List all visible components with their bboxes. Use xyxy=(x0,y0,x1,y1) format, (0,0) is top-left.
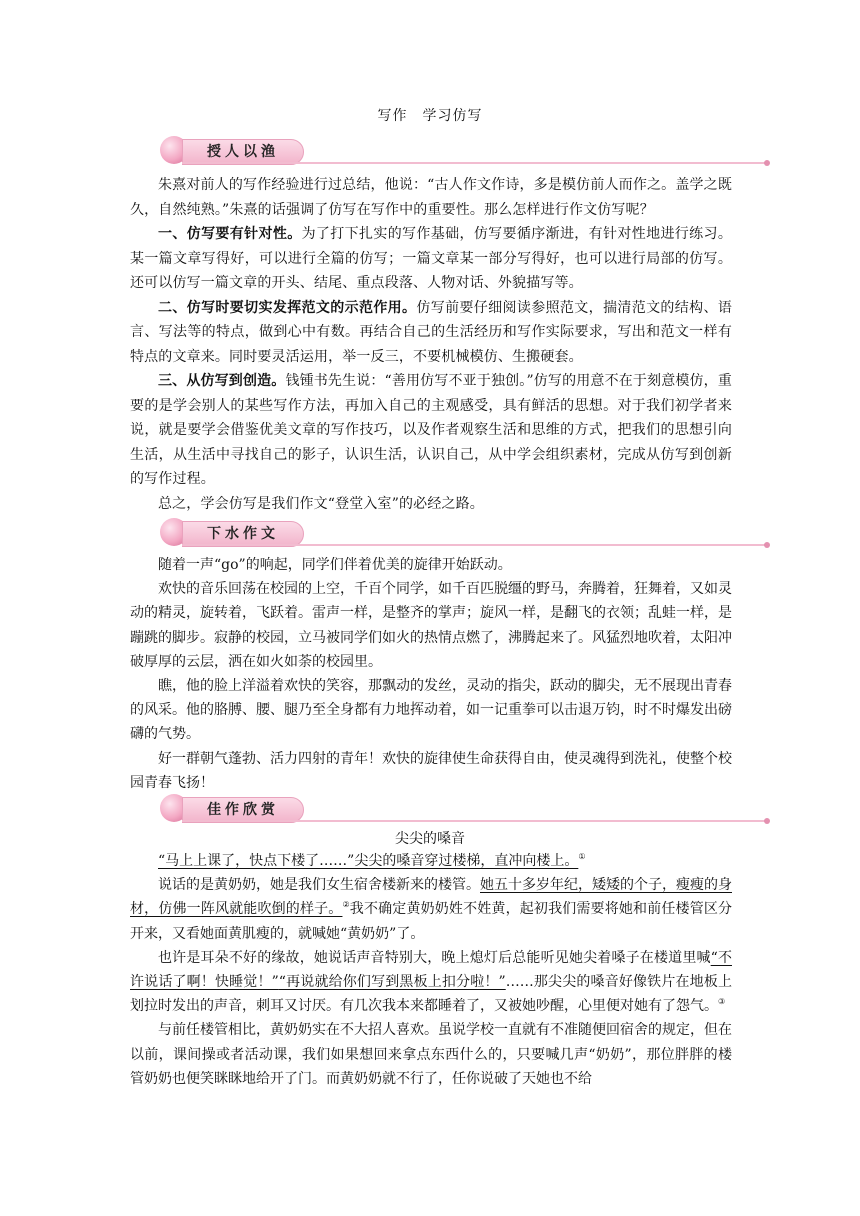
paragraph-text: 为了打下扎实的写作基础，仿写要循序渐进，有针对性地进行练习。某一篇文章写得好，可以进行全篇的仿写；一篇文章某一部分写得好，也可以进行局部的仿写。还可以仿写一篇文章的开头、结尾、重点段落、人物对话、外貌描写等。 xyxy=(130,226,733,291)
underlined-text: “再说就给你们写到黑板上扣分啦！” xyxy=(278,974,506,991)
practice-paragraph: 随着一声“go”的响起，同学们伴着优美的旋律开始跃动。 xyxy=(158,557,512,573)
paragraph-text: 我不确定黄奶奶姓不姓黄，起初我们需要将她和前任楼管区分开来，又看她面黄肌瘦的，就喊她“黄奶奶”了。 xyxy=(130,901,733,942)
lesson-paragraph xyxy=(130,173,732,222)
paragraph-text: 仿写前要仔细阅读参照范文，揣清范文的结构、语言、写法等的特点，做到心中有数。再结合自己的生活经历和写作实际要求，写出和范文一样有特点的文章来。同时要灵活运用，举一反三，不要机械模仿、生搬硬套。 xyxy=(130,299,732,365)
underlined-text: “马上上课了，快点下楼了……”尖尖的嗓音穿过楼梯，直冲向楼上。 xyxy=(158,853,579,869)
lesson-paragraph xyxy=(130,492,732,517)
essay-text xyxy=(130,849,732,1091)
section-label: 佳作欣赏 xyxy=(182,797,304,823)
practice-paragraph: 瞧，他的脸上洋溢着欢快的笑容，那飘动的发丝，灵动的指尖，跃动的脚尖，无不展现出青春的风采。他的胳膊、腰、腿乃至全身都有力地挥动着，如一记重拳可以击退万钧，时不时爆发出磅礴的气势。 xyxy=(130,678,732,743)
essay-title: 尖尖的嗓音 xyxy=(395,831,465,847)
lesson-text xyxy=(130,173,732,516)
essay-paragraph xyxy=(130,849,732,873)
footnote-marker: ① xyxy=(578,852,586,861)
section-rule xyxy=(182,162,766,164)
section-header-appreciation xyxy=(160,792,770,826)
paragraph-text: 朱熹对前人的写作经验进行过总结，他说：“古人作文作诗，多是模仿前人而作之。盖学之既久，自然纯熟。”朱熹的话强调了仿写在写作中的重要性。那么怎样进行作文仿写呢？ xyxy=(130,177,732,218)
paragraph-text: 总之，学会仿写是我们作文“登堂入室”的必经之路。 xyxy=(158,495,484,512)
keyword: 三、从仿写到创造。 xyxy=(158,373,286,389)
lesson-paragraph xyxy=(130,296,732,370)
paragraph-text: 也许是耳朵不好的缘故，她说话声音特别大，晚上熄灯后总能听见她尖着嗓子在楼道里喊 xyxy=(158,949,711,966)
essay-paragraph xyxy=(130,873,732,946)
lesson-paragraph xyxy=(130,369,732,492)
section-rule xyxy=(182,820,766,822)
paragraph-text: 钱锺书先生说：“善用仿写不亚于独创。”仿写的用意不在于刻意模仿，重要的是学会别人的某些写作方法，再加入自己的主观感受，具有鲜活的思想。对于我们初学者来说，就是要学会借鉴优美文章的写作技巧，以及作者观察生活和思维的方式，把我们的思想引向生活，从生活中寻找自己的影子，认识生活，认识自己，从中学会组织素材，完成从仿写到创新的写作过程。 xyxy=(130,373,732,487)
keyword: 一、仿写要有针对性。 xyxy=(158,226,302,242)
underlined-text: “不许说话了啊！快睡觉！” xyxy=(130,949,732,991)
footnote-marker: ③ xyxy=(718,997,726,1007)
footnote-marker: ② xyxy=(342,900,350,910)
lesson-paragraph xyxy=(130,222,732,296)
page-title: 写作 学习仿写 xyxy=(377,108,483,124)
essay-paragraph: 与前任楼管相比，黄奶奶实在不大招人喜欢。虽说学校一直就有不准随便回宿舍的规定，但在以前，课间操或者活动课，我们如果想回来拿点东西什么的，只要喊几声“奶奶”，那位胖胖的楼管奶奶也便笑眯眯地给开了门。而黄奶奶就不行了，任你说破了天她也不给 xyxy=(130,1022,732,1087)
section-label: 授人以渔 xyxy=(182,139,304,165)
paragraph-text: ……那尖尖的嗓音好像铁片在地板上划拉时发出的声音，刺耳又讨厌。有几次我本来都睡着了，又被她吵醒，心里便对她有了怨气。 xyxy=(130,974,732,1015)
section-dot-icon xyxy=(764,542,770,548)
section-header-method xyxy=(160,134,770,168)
section-label: 下水作文 xyxy=(182,521,304,547)
practice-paragraph: 欢快的音乐回荡在校园的上空，千百个同学，如千百匹脱缰的野马，奔腾着，狂舞着，又如灵动的精灵，旋转着，飞跃着。雷声一样，是整齐的掌声；旋风一样，是翻飞的衣领；乱蛙一样，是蹦跳的脚步。寂静的校园，立马被同学们如火的热情点燃了，沸腾起来了。风猛烈地吹着，太阳冲破厚厚的云层，洒在如火如荼的校园里。 xyxy=(130,581,732,670)
section-rule xyxy=(182,544,766,546)
practice-text xyxy=(130,553,732,795)
section-header-practice xyxy=(160,516,770,550)
section-dot-icon xyxy=(764,160,770,166)
practice-paragraph: 好一群朝气蓬勃、活力四射的青年！欢快的旋律使生命获得自由，使灵魂得到洗礼，使整个校园青春飞扬！ xyxy=(130,750,732,791)
section-dot-icon xyxy=(764,818,770,824)
essay-paragraph xyxy=(130,946,732,1019)
underlined-text: 她五十多岁年纪，矮矮的个子，瘦瘦的身材，仿佛一阵风就能吹倒的样子。 xyxy=(130,877,732,918)
paragraph-text: 说话的是黄奶奶，她是我们女生宿舍楼新来的楼管。 xyxy=(158,877,480,894)
keyword: 二、仿写时要切实发挥范文的示范作用。 xyxy=(158,299,417,316)
